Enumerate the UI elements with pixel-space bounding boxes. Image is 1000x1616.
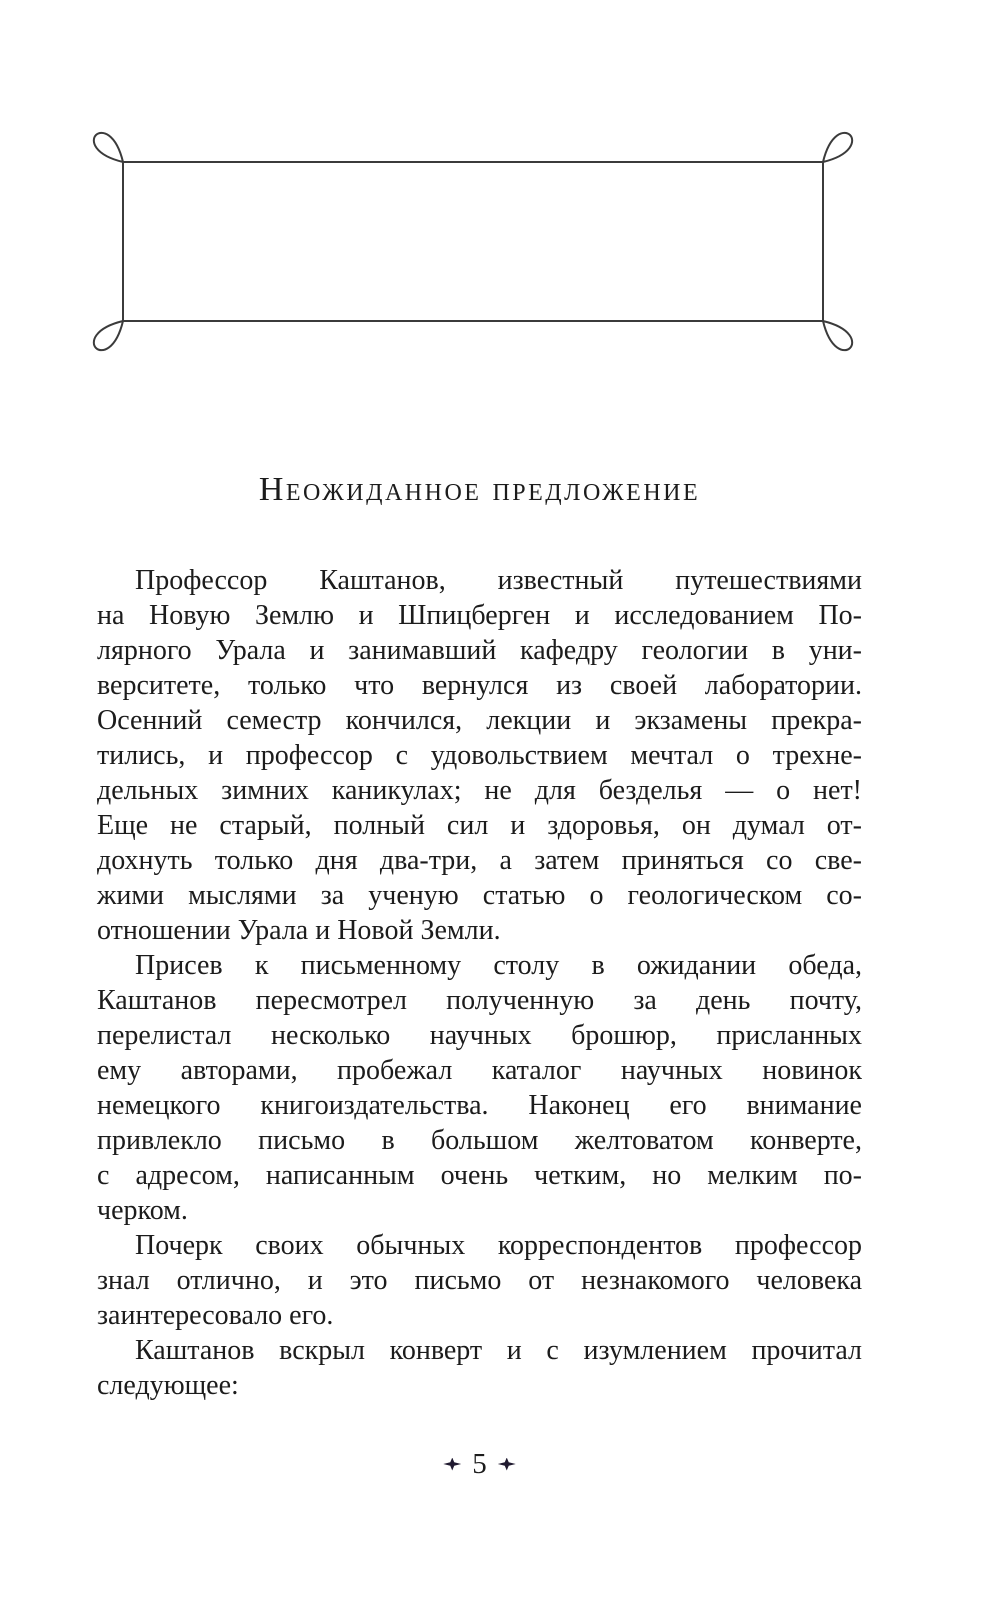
text-line: Еще не старый, полный сил и здоровья, он думал от- xyxy=(97,810,862,841)
text-line: следующее: xyxy=(97,1370,239,1401)
text-line: дохнуть только дня два-три, а затем приняться со све- xyxy=(97,845,862,876)
text-line: тились, и профессор с удовольствием мечтал о трехне- xyxy=(97,740,862,771)
decorative-frame xyxy=(0,0,1000,420)
text-line: ему авторами, пробежал каталог научных новинок xyxy=(97,1055,862,1086)
text-line: Почерк своих обычных корреспондентов профессор xyxy=(135,1230,862,1261)
text-line: привлекло письмо в большом желтоватом конверте, xyxy=(97,1125,862,1156)
text-line: лярного Урала и занимавший кафедру геологии в уни- xyxy=(97,635,862,666)
text-line: жими мыслями за ученую статью о геологическом со- xyxy=(97,880,862,911)
text-line: Каштанов пересмотрел полученную за день почту, xyxy=(97,985,862,1016)
text-line: черком. xyxy=(97,1195,188,1226)
text-line: Каштанов вскрыл конверт и с изумлением прочитал xyxy=(135,1335,862,1366)
paragraph xyxy=(97,1333,862,1403)
frame-border-with-corner-loops xyxy=(94,133,852,350)
paragraph xyxy=(97,1228,862,1333)
text-block xyxy=(97,563,862,1403)
text-line: верситете, только что вернулся из своей лаборатории. xyxy=(97,670,862,701)
text-line: Осенний семестр кончился, лекции и экзамены прекра- xyxy=(97,705,862,736)
text-line: заинтересовало его. xyxy=(97,1300,334,1331)
text-line: Присев к письменному столу в ожидании обеда, xyxy=(135,950,862,981)
text-line: отношении Урала и Новой Земли. xyxy=(97,915,501,946)
text-line: перелистал несколько научных брошюр, присланных xyxy=(97,1020,862,1051)
text-line: дельных зимних каникулах; не для безделья — о нет! xyxy=(97,775,862,806)
text-line: с адресом, написанным очень четким, но мелким по- xyxy=(97,1160,862,1191)
paragraph xyxy=(97,563,862,948)
text-line: Профессор Каштанов, известный путешествиями xyxy=(135,565,862,596)
chapter-title: Неожиданное предложение xyxy=(258,471,701,508)
paragraph xyxy=(97,948,862,1228)
text-line: на Новую Землю и Шпицберген и исследованием По- xyxy=(97,600,862,631)
text-line: знал отлично, и это письмо от незнакомого человека xyxy=(97,1265,862,1296)
page-footer xyxy=(97,1448,862,1480)
diamond-ornament-icon xyxy=(443,1458,461,1471)
diamond-ornament-icon xyxy=(498,1458,516,1471)
page-number: 5 xyxy=(472,1448,487,1480)
text-line: немецкого книгоиздательства. Наконец его внимание xyxy=(97,1090,862,1121)
